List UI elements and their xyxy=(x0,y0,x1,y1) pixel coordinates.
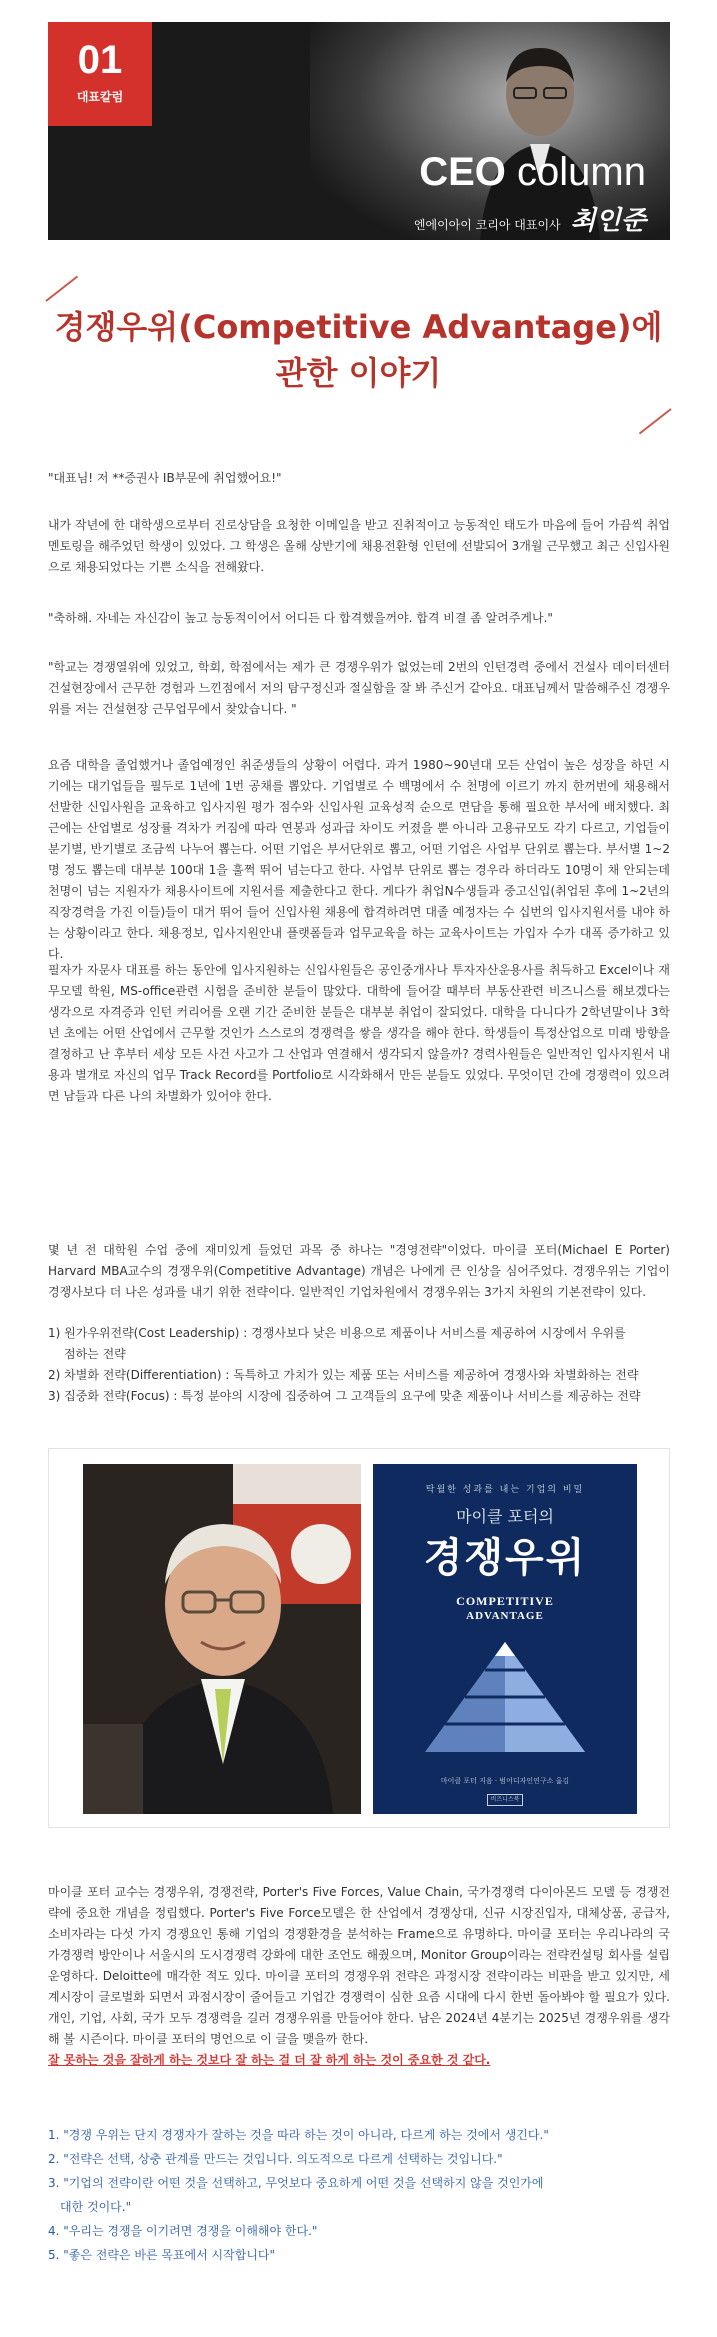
paragraph-1-text: "대표님! 저 **증권사 IB부문에 취업했어요!" xyxy=(48,471,282,485)
quote-2: 2. "전략은 선택, 상충 관계를 만드는 것입니다. 의도적으로 다르게 선택하는 것입니다." xyxy=(48,2152,503,2166)
paragraph-3-text: "축하해. 자네는 자신감이 높고 능동적이어서 어디든 다 합격했을꺼야. 합격 비결 좀 알려주게나." xyxy=(48,611,553,625)
article-figure xyxy=(48,1448,670,1828)
pyramid-icon xyxy=(425,1642,585,1762)
strategy-item-1-continued: 점하는 전략 xyxy=(64,1347,126,1361)
title-decoration-right xyxy=(639,408,672,434)
book-title-english-2: ADVANTAGE xyxy=(466,1610,544,1622)
book-author: 마이클 포터 지음 · 범어디자인연구소 옮김 xyxy=(440,1777,570,1785)
article-title xyxy=(40,304,677,396)
ceo-heading-bold: CEO xyxy=(419,150,506,194)
ceo-column-heading xyxy=(419,150,646,194)
paragraph-4 xyxy=(48,657,670,720)
article-title-block xyxy=(40,292,677,422)
paragraph-6 xyxy=(48,960,670,1107)
paragraph-5 xyxy=(48,755,670,965)
strategy-item-3: 3) 집중화 전략(Focus) : 특정 분야의 시장에 집중하여 그 고객들의 요구에 맞춘 제품이나 서비스를 제공하는 전략 xyxy=(48,1389,641,1403)
paragraph-2 xyxy=(48,515,670,578)
paragraph-5-text: 요즘 대학을 졸업했거나 졸업예정인 취준생들의 상황이 어렵다. 과거 1980~90년대 모든 산업이 높은 성장을 하던 시기에는 대기업들을 필두로 1년에 1번 공채를 뽑았다. 기업별로 수 백명에서 수 천명에 이르기 까지 한꺼번에 채용해서 선발한 신입사원을 교육하고 입사지원 평가 점수와 신입사원 교육성적 순으로 면담을 통해 필요한 부서에 배치했다. 최근에는 산업별로 성장률 격차가 커짐에 따라 연봉과 성과급 차이도 커졌을 뿐 아니라 고용규모도 각기 다르고, 기업들이 분기별, 반기별로 조금씩 나누어 뽑는다. 어떤 기업은 부서단위로 뽑고, 어떤 기업은 사업부 단위로 뽑는다. 부서별 1~2명 정도 뽑는데 대부분 100대 1을 훌쩍 뛰어 넘는다고 한다. 사업부 단위로 뽑는 경우라 하더라도 10명이 채 안되는데 천명이 넘는 지원자가 채용사이트에 지원서를 제출한다고 한다. 게다가 취업N수생들과 중고신입(취업된 후에 1~2년의 직장경력을 가진 이들)들이 대거 뛰어 들어 신입사원 채용에 합격하려면 대졸 예정자는 수 십번의 입사지원서를 내야 하는 상황이라고 한다. 채용정보, 입사지원안내 플랫폼들과 업무교육을 하는 교육사이트는 가입자 수가 대폭 증가하고 있다. xyxy=(48,758,670,961)
author-signature: 최인준 xyxy=(570,206,646,236)
quote-3-continued: 대한 것이다." xyxy=(60,2200,132,2214)
column-number-tab xyxy=(48,22,152,126)
book-tagline: 탁월한 성과를 내는 기업의 비밀 xyxy=(425,1485,585,1495)
quote-4: 4. "우리는 경쟁을 이기려면 경쟁을 이해해야 한다." xyxy=(48,2224,318,2238)
author-byline xyxy=(414,200,646,237)
paragraph-2-text: 내가 작년에 한 대학생으로부터 진로상담을 요청한 이메일을 받고 진취적이고 능동적인 태도가 마음에 들어 가끔씩 취업 멘토링을 해주었던 학생이 있었다. 그 학생은 올해 상반기에 채용전환형 인턴에 선발되어 3개월 근무했고 최근 신입사원으로 채용되었다는 기쁜 소식을 전해왔다. xyxy=(48,518,670,574)
porter-photo-illustration xyxy=(83,1464,361,1814)
author-role: 엔에이아이 코리아 대표이사 xyxy=(413,218,561,232)
column-number: 01 xyxy=(77,38,123,82)
paragraph-8-text: 마이클 포터 교수는 경쟁우위, 경쟁전략, Porter's Five Forces, Value Chain, 국가경쟁력 다이아몬드 모델 등 경쟁전략에 중요한 개념을 정립했다. Porter's Five Force모델은 한 산업에서 경쟁상대, 신규 시장진입자, 대체상품, 공급자, 소비자라는 다섯 가지 경쟁요인 통해 기업의 경쟁환경을 분석하는 Frame으로 유명하다. 마이클 포터는 우리나라의 국가경쟁력 방안이나 서울시의 도시경쟁력 강화에 대한 조언도 해줬으며, Monitor Group이라는 전략컨설팅 회사를 설립 운영하다. Deloitte에 매각한 적도 있다. 마이클 포터의 경쟁우위 전략은 과정시장 전략이라는 비판을 받고 있지만, 세계시장이 글로벌화 되면서 과점시장이 줄어들고 기업간 경쟁력이 심한 요즘 시대에 다시 한번 돌아봐야 할 필요가 있다. 개인, 기업, 사회, 국가 모두 경쟁력을 길러 경쟁우위를 만들어야 한다. 남은 2024년 4분기는 2025년 경쟁우위를 생각해 볼 시즌이다. 마이클 포터의 명언으로 이 글을 맺을까 한다. xyxy=(48,1885,670,2046)
ceo-column-banner xyxy=(48,22,670,240)
quote-1: 1. "경쟁 우위는 단지 경쟁자가 잘하는 것을 따라 하는 것이 아니라, 다르게 하는 것에서 생긴다." xyxy=(48,2128,549,2142)
michael-porter-photo xyxy=(83,1464,361,1814)
book-title-english-1: COMPETITIVE xyxy=(456,1594,554,1608)
title-line-1: 경쟁우위(Competitive Advantage)에 xyxy=(54,308,663,346)
highlight-sentence-text: 잘 못하는 것을 잘하게 하는 것보다 잘 하는 걸 더 잘 하게 하는 것이 중요한 것 같다. xyxy=(48,2053,491,2067)
strategy-list xyxy=(48,1323,670,1407)
book-cover xyxy=(373,1464,637,1814)
paragraph-1 xyxy=(48,468,670,489)
column-section-label: 대표칼럼 xyxy=(76,90,124,104)
paragraph-8 xyxy=(48,1882,670,2071)
paragraph-6-text: 필자가 자문사 대표를 하는 동안에 입사지원하는 신입사원들은 공인중개사나 투자자산운용사를 취득하고 Excel이나 재무모델 학원, MS-office관련 시험을 준비한 분들이 많았다. 대학에 들어갈 때부터 부동산관련 비즈니스를 해보겠다는 생각으로 자격증과 인턴 커리어를 오랜 기간 준비한 분들은 대부분 취업이 잘되었다. 대학을 다니다가 2학년말이나 3학년 초에는 어떤 산업에서 근무할 것인가 스스로의 경쟁력을 쌓을 생각을 해야 한다. 학생들이 특정산업으로 미래 방향을 결정하고 난 후부터 세상 모든 사건 사고가 그 산업과 연결해서 생각되지 않을까? 경력사원들은 일반적인 입사지원서 내용과 별개로 자신의 업무 Track Record를 Portfolio로 시각화해서 만든 분들도 있었다. 무엇이던 간에 경쟁력이 있으려면 남들과 다른 나의 차별화가 있어야 한다. xyxy=(48,963,670,1103)
highlight-sentence xyxy=(48,2050,670,2071)
paragraph-7 xyxy=(48,1240,670,1303)
title-decoration-left xyxy=(45,276,78,302)
porter-quotes-list xyxy=(48,2123,670,2267)
ceo-heading-light: column xyxy=(517,150,646,194)
paragraph-4-text: "학교는 경쟁열위에 있었고, 학회, 학점에서는 제가 큰 경쟁우위가 없었는데 2번의 인턴경력 중에서 건설사 데이터센터 건설현장에서 근무한 경험과 느낀점에서 저의 탐구정신과 절실함을 잘 봐 주신거 같아요. 대표님께서 말씀해주신 경쟁우위를 저는 건설현장 근무업무에서 찾았습니다. " xyxy=(48,660,670,716)
book-title: 경쟁우위 xyxy=(423,1534,587,1581)
strategy-item-2: 2) 차별화 전략(Differentiation) : 독특하고 가치가 있는 제품 또는 서비스를 제공하여 경쟁사와 차별화하는 전략 xyxy=(48,1368,639,1382)
strategy-item-1: 1) 원가우위전략(Cost Leadership) : 경쟁사보다 낮은 비용으로 제품이나 서비스를 제공하여 시장에서 우위를 xyxy=(48,1326,626,1340)
quote-3: 3. "기업의 전략이란 어떤 것을 선택하고, 무엇보다 중요하게 어떤 것을 선택하지 않을 것인가에 xyxy=(48,2176,544,2190)
book-publisher: 비즈니스북 xyxy=(487,1794,523,1806)
paragraph-3 xyxy=(48,608,670,629)
quote-5: 5. "좋은 전략은 바른 목표에서 시작합니다" xyxy=(48,2248,276,2262)
title-line-2: 관한 이야기 xyxy=(275,354,442,392)
paragraph-7-text: 몇 년 전 대학원 수업 중에 재미있게 들었던 과목 중 하나는 "경영전략"이었다. 마이클 포터(Michael E Porter) Harvard MBA교수의 경쟁우위(Competitive Advantage) 개념은 나에게 큰 인상을 심어주었다. 경쟁우위는 기업이 경쟁사보다 더 나은 성과를 내기 위한 전략이다. 일반적인 기업차원에서 경쟁우위는 3가지 차원의 기본전략이 있다. xyxy=(48,1243,670,1299)
book-subtitle: 마이클 포터의 xyxy=(456,1507,554,1526)
